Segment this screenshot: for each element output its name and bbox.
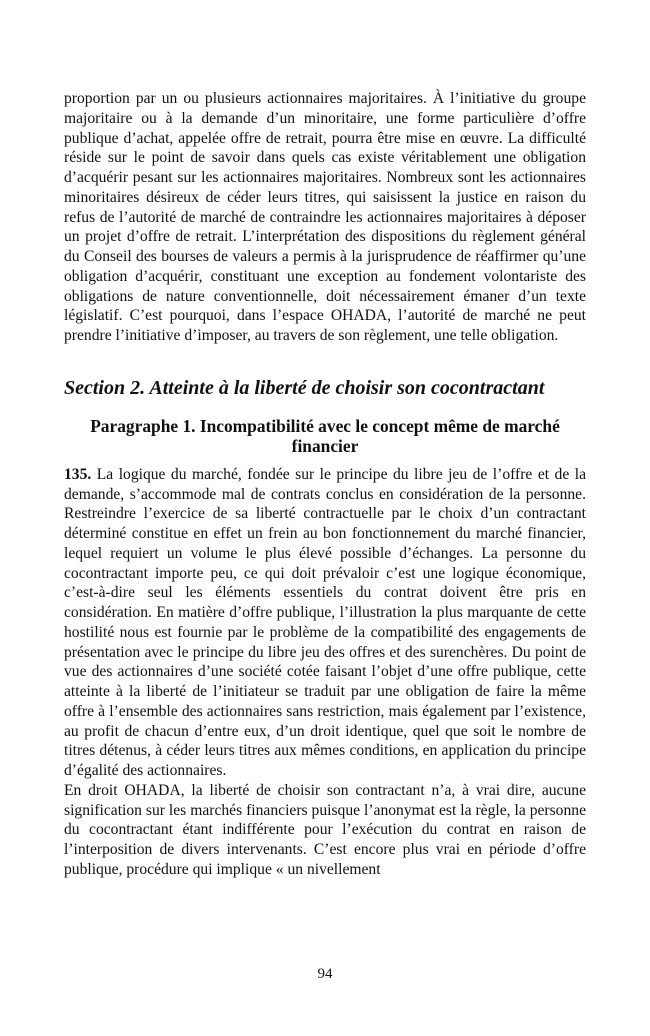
- page-body: [64, 89, 586, 880]
- paragraph-title: Paragraphe 1. Incompatibilité avec le concept même de marché financier: [90, 415, 560, 457]
- numbered-paragraph-135: [64, 465, 586, 781]
- page-number: 94: [317, 966, 333, 982]
- section-title: Section 2. Atteinte à la liberté de choisir son cocontractant: [64, 376, 545, 399]
- intro-paragraph: proportion par un ou plusieurs actionnaires majoritaires. À l’initiative du groupe majoritaire ou à la demande d’un minoritaire, une forme particulière d’offre publique d’achat, appelée offre de retrait, pourra être mise en œuvre. La difficulté réside sur le point de savoir dans quels cas existe véritablement une obligation d’acquérir pesant sur les actionnaires majoritaires. Nombreux sont les actionnaires minoritaires désireux de céder leurs titres, qui saisissent la justice en raison du refus de l’autorité de marché de contraindre les actionnaires majoritaires à déposer un projet d’offre de retrait. L’interprétation des dispositions du règlement général du Conseil des bourses de valeurs a permis à la jurisprudence de réaffirmer qu’une obligation d’acquérir, constituant une exception au fondement volontariste des obligations de nature conventionnelle, doit nécessairement émaner d’un texte législatif. C’est pourquoi, dans l’espace OHADA, l’autorité de marché ne peut prendre l’initiative d’imposer, au travers de son règlement, une telle obligation.: [64, 90, 586, 344]
- item-text: La logique du marché, fondée sur le principe du libre jeu de l’offre et de la demande, s’accommode mal de contrats conclus en considération de la personne. Restreindre l’exercice de sa liberté contractuelle par le choix d’un contractant déterminé constitue en effet un frein au bon fonctionnement du marché financier, lequel requiert un volume le plus élevé possible d’échanges. La personne du cocontractant importe peu, ce qui doit prévaloir c’est une logique économique, c’est-à-dire seul les éléments essentiels du contrat doivent être pris en considération. En matière d’offre publique, l’illustration la plus marquante de cette hostilité nous est fournie par le problème de la compatibilité des engagements de présentation avec le principe du libre jeu des offres et des surenchères. Du point de vue des actionnaires d’une société cotée faisant l’objet d’une offre publique, cette atteinte à la liberté de l’initiateur se traduit par une obligation de faire la même offre à l’ensemble des actionnaires sans restriction, mais également par l’existence, au profit de chacun d’entre eux, d’un droit identique, quel que soit le nombre de titres détenus, à céder leurs titres aux mêmes conditions, en application du principe d’égalité des actionnaires.: [64, 465, 586, 779]
- closing-paragraph: En droit OHADA, la liberté de choisir son contractant n’a, à vrai dire, aucune signification sur les marchés financiers puisque l’anonymat est la règle, la personne du cocontractant étant indifférente pour l’exécution du contrat en raison de l’interposition de divers intervenants. C’est encore plus vrai en période d’offre publique, procédure qui implique « un nivellement: [64, 781, 586, 878]
- item-number: 135.: [64, 465, 92, 483]
